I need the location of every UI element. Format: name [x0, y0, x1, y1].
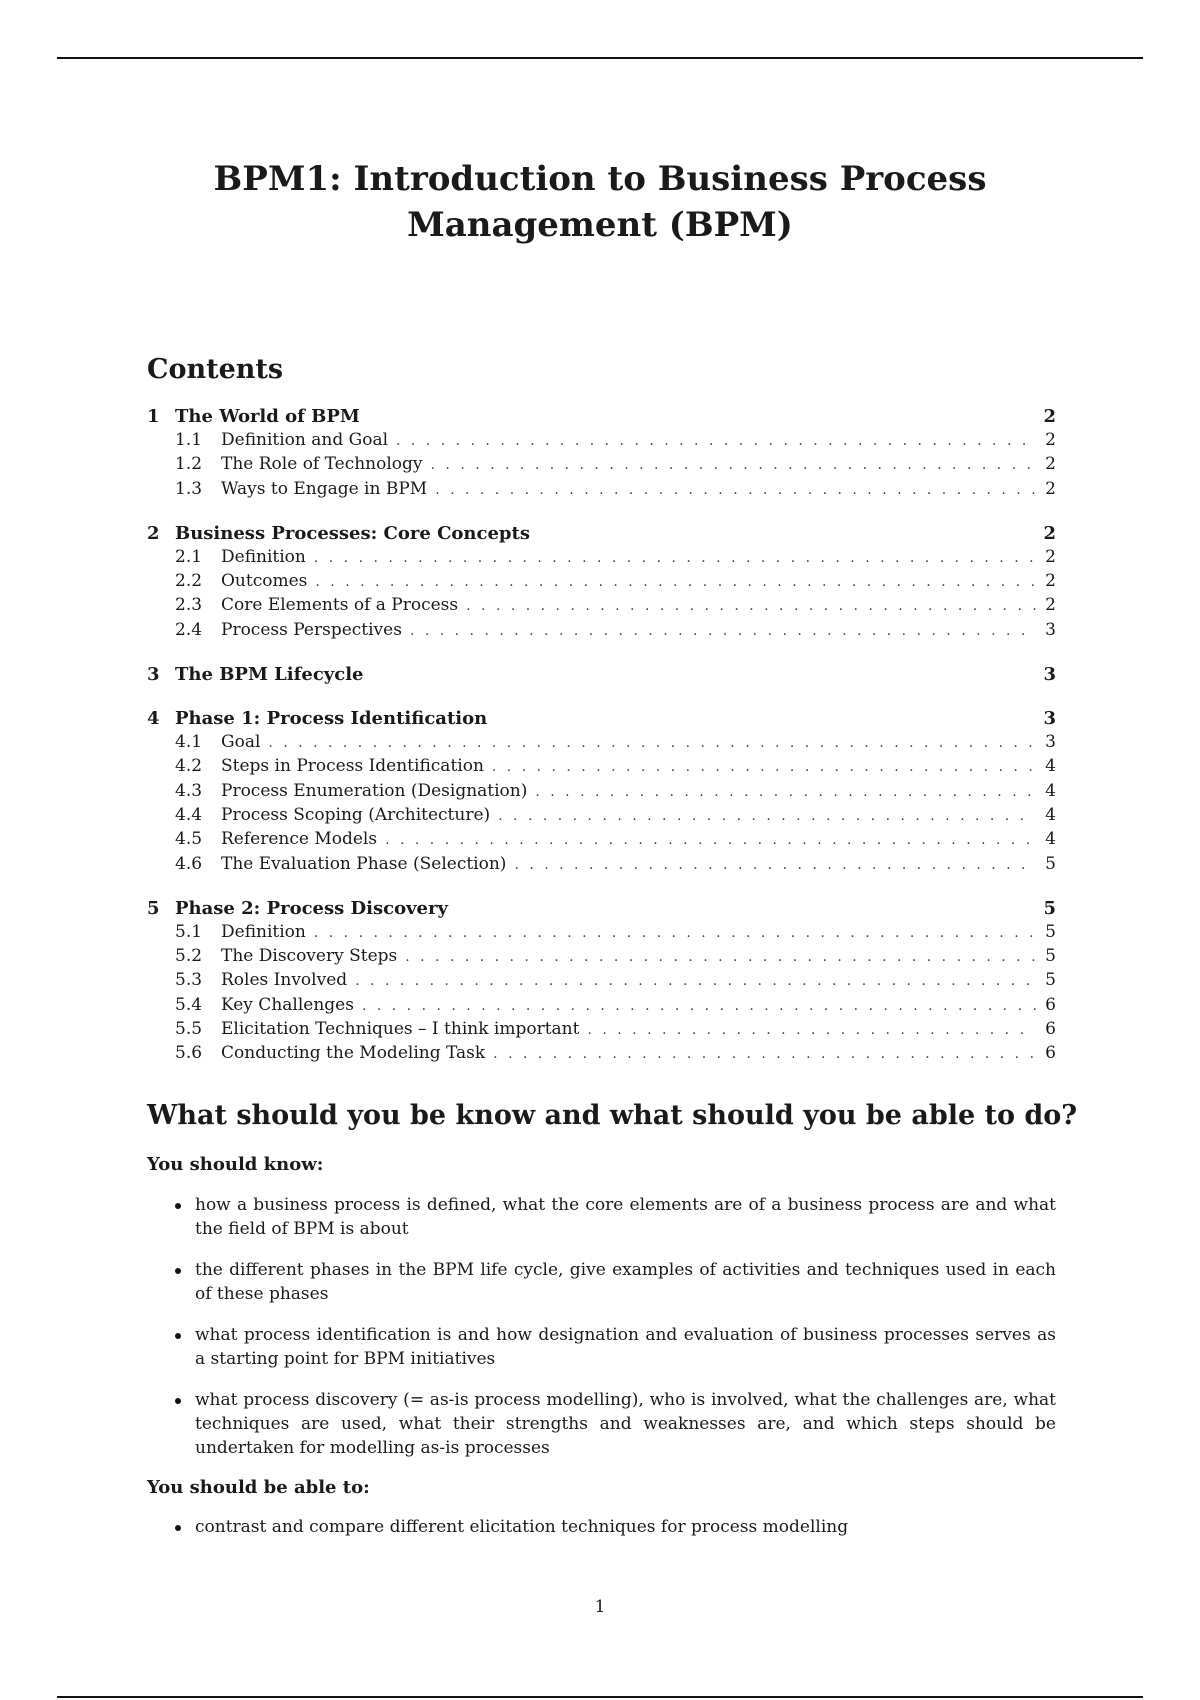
know-list [147, 1193, 1056, 1477]
toc-subsection-title: The Discovery Steps [221, 946, 398, 967]
toc-subsection-title: Definition [221, 546, 306, 567]
toc-subsection-entry[interactable] [147, 995, 1056, 1019]
toc-subsection-title: Roles Involved [221, 970, 348, 991]
toc-section-number: 3 [147, 664, 160, 686]
toc-subsection-number: 2.4 [175, 619, 203, 640]
toc-section [147, 523, 1056, 644]
toc-subsection-number: 2.3 [175, 595, 203, 616]
know-heading: You should know: [147, 1154, 324, 1175]
toc-subsection-number: 5.6 [175, 1043, 203, 1064]
toc-subsection-number: 1.2 [175, 454, 203, 475]
toc-subsection-entry[interactable] [147, 829, 1056, 853]
toc-subsection-entry[interactable] [147, 781, 1056, 805]
toc-section [147, 406, 1056, 503]
toc-section [147, 664, 1056, 688]
toc-subsection-title: Outcomes [221, 571, 308, 592]
toc-subsection-title: The Evaluation Phase (Selection) [221, 853, 507, 874]
toc-subsection-page: 5 [1045, 853, 1056, 874]
toc-subsection-number: 2.2 [175, 571, 203, 592]
bullet-icon [175, 1525, 181, 1531]
toc-subsection-entry[interactable] [147, 732, 1056, 756]
document-title [0, 156, 1200, 248]
toc-section-page: 3 [1043, 708, 1056, 730]
toc-subsection-entry[interactable] [147, 547, 1056, 571]
toc-section-title: Business Processes: Core Concepts [175, 522, 530, 544]
toc-subsection-entry[interactable] [147, 1019, 1056, 1043]
toc-subsection-title: Process Perspectives [221, 619, 402, 640]
toc-subsection-entry[interactable] [147, 1043, 1056, 1067]
toc-dot-leader [385, 832, 1036, 848]
toc-subsection-page: 3 [1045, 619, 1056, 640]
toc-dot-leader [410, 623, 1036, 639]
toc-section-page: 2 [1043, 522, 1056, 544]
title-line-1: BPM1: Introduction to Business Process [213, 159, 987, 199]
toc-subsection-page: 4 [1045, 804, 1056, 825]
toc-subsection-entry[interactable] [147, 970, 1056, 994]
learning-goals-heading: What should you be know and what should you be able to do? [147, 1100, 1078, 1131]
toc-section-entry[interactable] [147, 898, 1056, 922]
bullet-icon [175, 1333, 181, 1339]
toc-subsection-number: 4.6 [175, 853, 203, 874]
toc-subsection-title: Goal [221, 732, 261, 753]
toc-section-entry[interactable] [147, 708, 1056, 732]
toc-section-title: The BPM Lifecycle [175, 664, 364, 686]
list-item-text: what process discovery (= as-is process modelling), who is involved, what the challenges are, what techniques are used, what their strengths and weaknesses are, and which steps should be undertaken for modelling as-is processes [195, 1390, 1056, 1458]
bullet-icon [175, 1203, 181, 1209]
toc-subsection-number: 4.5 [175, 829, 203, 850]
toc-subsection-title: Process Enumeration (Designation) [221, 780, 528, 801]
toc-dot-leader [493, 1046, 1036, 1062]
toc-dot-leader [514, 857, 1036, 873]
list-item-text: what process identification is and how designation and evaluation of business processes serves as a starting point for BPM initiatives [195, 1325, 1056, 1369]
toc-dot-leader [431, 457, 1036, 473]
toc-dot-leader [314, 550, 1036, 566]
toc-section-number: 4 [147, 708, 160, 730]
toc-dot-leader [587, 1022, 1036, 1038]
header-rule [57, 57, 1143, 59]
toc-subsection-page: 5 [1045, 921, 1056, 942]
toc-subsection-title: Ways to Engage in BPM [221, 478, 428, 499]
toc-subsection-page: 6 [1045, 1043, 1056, 1064]
toc-subsection-page: 3 [1045, 732, 1056, 753]
toc-section-entry[interactable] [147, 406, 1056, 430]
list-item-text: the different phases in the BPM life cycle, give examples of activities and techniques used in each of these phases [195, 1260, 1056, 1304]
toc-subsection-title: Key Challenges [221, 994, 354, 1015]
toc-section [147, 898, 1056, 1068]
toc-dot-leader [268, 735, 1036, 751]
toc-subsection-entry[interactable] [147, 946, 1056, 970]
toc-subsection-title: Core Elements of a Process [221, 595, 459, 616]
toc-subsection-number: 5.4 [175, 994, 203, 1015]
page-number: 1 [594, 1597, 606, 1617]
toc-subsection-page: 4 [1045, 756, 1056, 777]
bullet-icon [175, 1398, 181, 1404]
toc-dot-leader [314, 925, 1036, 941]
toc-section-title: Phase 2: Process Discovery [175, 897, 448, 919]
toc-subsection-number: 4.3 [175, 780, 203, 801]
toc-subsection-number: 5.5 [175, 1019, 203, 1040]
toc-subsection-number: 4.2 [175, 756, 203, 777]
list-item [147, 1515, 1056, 1539]
toc-dot-leader [362, 998, 1036, 1014]
toc-dot-leader [435, 482, 1036, 498]
toc-section-page: 3 [1043, 664, 1056, 686]
toc-subsection-page: 2 [1045, 571, 1056, 592]
footer-rule [57, 1696, 1143, 1698]
toc-section-number: 1 [147, 406, 160, 427]
toc-subsection-entry[interactable] [147, 571, 1056, 595]
list-item [147, 1193, 1056, 1241]
toc-subsection-page: 2 [1045, 454, 1056, 475]
toc-subsection-title: The Role of Technology [221, 454, 423, 475]
toc-subsection-page: 6 [1045, 1019, 1056, 1040]
toc-subsection-title: Steps in Process Identification [221, 756, 484, 777]
toc-section-page: 5 [1043, 897, 1056, 919]
toc-subsection-page: 2 [1045, 430, 1056, 450]
toc-subsection-page: 2 [1045, 546, 1056, 567]
title-line-2: Management (BPM) [407, 205, 793, 245]
toc-dot-leader [535, 784, 1036, 800]
toc-subsection-page: 2 [1045, 595, 1056, 616]
toc-subsection-entry[interactable] [147, 922, 1056, 946]
toc-subsection-number: 1.1 [175, 430, 203, 450]
toc-subsection-title: Definition and Goal [221, 430, 389, 450]
able-heading: You should be able to: [147, 1477, 370, 1498]
list-item [147, 1388, 1056, 1460]
toc-subsection-entry[interactable] [147, 620, 1056, 644]
toc-dot-leader [466, 598, 1036, 614]
toc-subsection-number: 5.2 [175, 946, 203, 967]
toc-dot-leader [492, 759, 1036, 775]
toc-subsection-page: 2 [1045, 478, 1056, 499]
toc-dot-leader [355, 973, 1036, 989]
toc-section-number: 2 [147, 522, 160, 544]
toc-section-entry[interactable] [147, 523, 1056, 547]
toc-subsection-number: 2.1 [175, 546, 203, 567]
toc-section-number: 5 [147, 897, 160, 919]
toc-subsection-number: 5.1 [175, 921, 203, 942]
toc-subsection-page: 4 [1045, 829, 1056, 850]
toc-subsection-number: 5.3 [175, 970, 203, 991]
bullet-icon [175, 1268, 181, 1274]
toc-subsection-entry[interactable] [147, 756, 1056, 780]
toc-subsection-entry[interactable] [147, 805, 1056, 829]
toc-section-title: The World of BPM [175, 406, 360, 427]
toc-dot-leader [405, 949, 1036, 965]
toc-section-page: 2 [1043, 406, 1056, 427]
toc-section [147, 708, 1056, 878]
toc-dot-leader [498, 808, 1036, 824]
able-list [147, 1515, 1056, 1556]
toc-subsection-title: Conducting the Modeling Task [221, 1043, 486, 1064]
toc-subsection-entry[interactable] [147, 479, 1056, 503]
contents-heading: Contents [147, 354, 284, 385]
list-item [147, 1258, 1056, 1306]
toc-section-title: Phase 1: Process Identification [175, 708, 488, 730]
toc-subsection-entry[interactable] [147, 430, 1056, 454]
list-item [147, 1323, 1056, 1371]
toc-subsection-number: 4.1 [175, 732, 203, 753]
list-item-text: how a business process is defined, what the core elements are of a business process are and what the field of BPM is about [195, 1195, 1056, 1239]
toc-dot-leader [315, 574, 1036, 590]
toc-subsection-number: 4.4 [175, 804, 203, 825]
toc-subsection-entry[interactable] [147, 454, 1056, 478]
toc-subsection-entry[interactable] [147, 854, 1056, 878]
table-of-contents [147, 406, 1056, 1088]
toc-section-entry[interactable] [147, 664, 1056, 688]
toc-dot-leader [396, 433, 1036, 449]
toc-subsection-page: 5 [1045, 946, 1056, 967]
toc-subsection-page: 6 [1045, 994, 1056, 1015]
list-item-text: contrast and compare different elicitation techniques for process modelling [195, 1517, 849, 1537]
toc-subsection-title: Definition [221, 921, 306, 942]
toc-subsection-entry[interactable] [147, 595, 1056, 619]
toc-subsection-title: Reference Models [221, 829, 378, 850]
toc-subsection-title: Process Scoping (Architecture) [221, 804, 491, 825]
toc-subsection-page: 4 [1045, 780, 1056, 801]
toc-subsection-title: Elicitation Techniques – I think important [221, 1019, 580, 1040]
toc-subsection-number: 1.3 [175, 478, 203, 499]
toc-subsection-page: 5 [1045, 970, 1056, 991]
